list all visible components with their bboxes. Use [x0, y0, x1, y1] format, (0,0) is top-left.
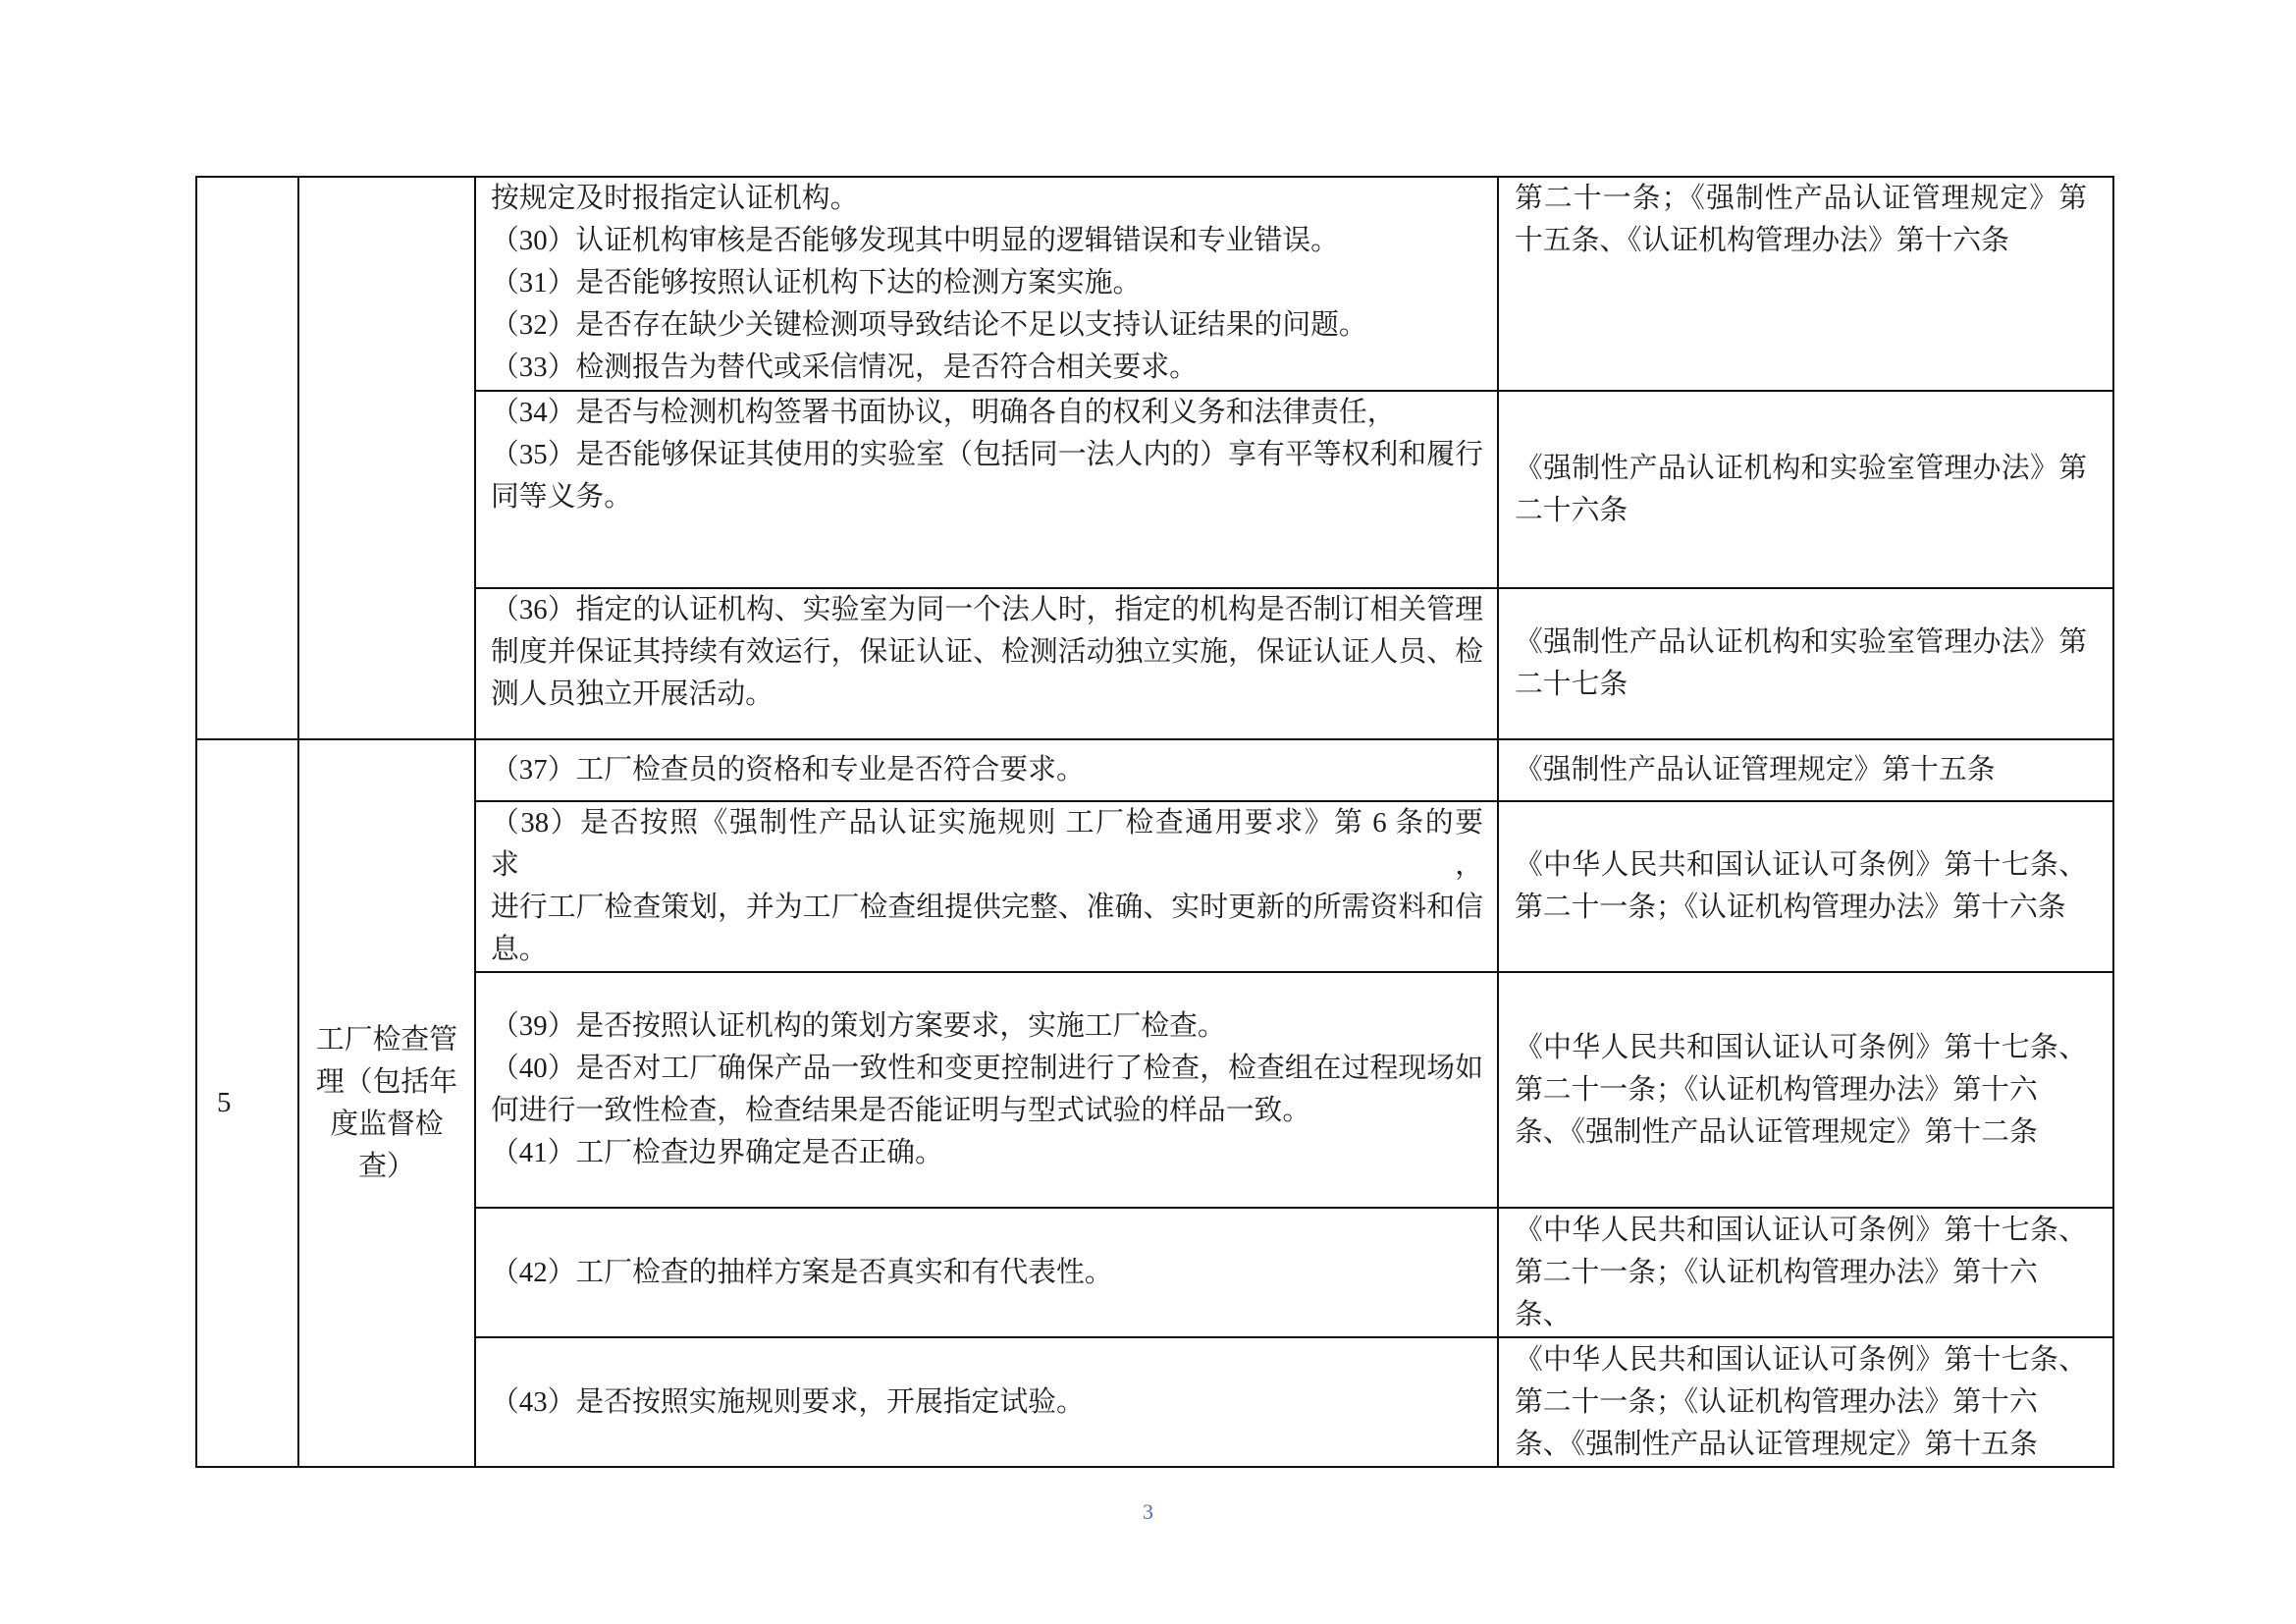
- table-row: [196, 801, 2113, 972]
- legal-basis-line: 条、《强制性产品认证管理规定》第十二条: [1515, 1115, 2038, 1148]
- legal-basis-line: 十五条、《认证机构管理办法》第十六条: [1515, 225, 2009, 256]
- requirement-line: （41）工厂检查边界确定是否正确。: [491, 1137, 943, 1168]
- requirement-cell: [475, 1208, 1498, 1337]
- legal-basis-line: 二十七条: [1515, 669, 1629, 700]
- legal-basis-cell: [1498, 972, 2113, 1208]
- requirement-line: 进行工厂检查策划，并为工厂检查组提供完整、准确、实时更新的所需资料和信: [491, 892, 1483, 923]
- requirement-line: 按规定及时报指定认证机构。: [491, 183, 859, 214]
- legal-basis-cell: [1498, 739, 2113, 801]
- requirement-cell: [475, 972, 1498, 1208]
- legal-basis-line: 《中华人民共和国认证认可条例》第十七条、: [1515, 849, 2087, 881]
- requirement-line: （39）是否按照认证机构的策划方案要求，实施工厂检查。: [491, 1010, 1226, 1042]
- requirement-line: （43）是否按照实施规则要求，开展指定试验。: [491, 1385, 1085, 1418]
- table-row: [196, 972, 2113, 1208]
- requirement-line: （30）认证机构审核是否能够发现其中明显的逻辑错误和专业错误。: [491, 225, 1339, 256]
- inspection-requirements-table: [195, 176, 2114, 1468]
- requirement-line: 制度并保证其持续有效运行，保证认证、检测活动独立实施，保证认证人员、检: [491, 636, 1483, 668]
- legal-basis-line: 《中华人民共和国认证认可条例》第十七条、: [1515, 1214, 2087, 1246]
- requirement-line: （31）是否能够按照认证机构下达的检测方案实施。: [491, 267, 1142, 298]
- legal-basis-line: 《强制性产品认证机构和实验室管理办法》第: [1515, 626, 2087, 658]
- requirement-line: （38）是否按照《强制性产品认证实施规则 工厂检查通用要求》第 6 条的要求，: [491, 807, 1483, 881]
- table-row: [196, 177, 2113, 391]
- legal-basis-cell: [1498, 1208, 2113, 1337]
- requirement-line: （36）指定的认证机构、实验室为同一个法人时，指定的机构是否制订相关管理: [491, 594, 1483, 625]
- requirement-line: （35）是否能够保证其使用的实验室（包括同一法人内的）享有平等权利和履行: [491, 439, 1483, 470]
- legal-basis-cell: [1498, 588, 2113, 739]
- table-row: [196, 739, 2113, 801]
- legal-basis-line: 《中华人民共和国认证认可条例》第十七条、: [1515, 1343, 2087, 1376]
- legal-basis-line: 第二十一条；《认证机构管理办法》第十六: [1515, 1256, 2038, 1288]
- section-number-cell: [196, 177, 298, 739]
- section-item-cell: [298, 739, 475, 1467]
- legal-basis-line: 第二十一条；《强制性产品认证管理规定》第: [1515, 183, 2087, 214]
- legal-basis-cell: [1498, 391, 2113, 588]
- section-item-line: 度监督检: [330, 1108, 444, 1140]
- requirement-line: 息。: [491, 934, 548, 965]
- legal-basis-line: 条、《强制性产品认证管理规定》第十五条: [1515, 1428, 2038, 1460]
- legal-basis-line: 《强制性产品认证机构和实验室管理办法》第: [1515, 452, 2087, 484]
- legal-basis-line: 《中华人民共和国认证认可条例》第十七条、: [1515, 1031, 2087, 1063]
- legal-basis-line: 《强制性产品认证管理规定》第十五条: [1515, 754, 1996, 785]
- requirement-line: （33）检测报告为替代或采信情况，是否符合相关要求。: [491, 352, 1198, 383]
- legal-basis-line: 条、: [1515, 1298, 1572, 1330]
- requirement-line: （40）是否对工厂确保产品一致性和变更控制进行了检查，检查组在过程现场如: [491, 1053, 1483, 1084]
- requirement-line: 同等义务。: [491, 481, 632, 513]
- table-row: [196, 391, 2113, 588]
- legal-basis-line: 第二十一条；《认证机构管理办法》第十六: [1515, 1385, 2038, 1418]
- section-item-line: 工厂检查管: [316, 1023, 457, 1056]
- legal-basis-line: 二十六条: [1515, 494, 1629, 526]
- requirement-cell: [475, 1337, 1498, 1467]
- requirement-cell: [475, 177, 1498, 391]
- section-number: 5: [217, 1087, 232, 1118]
- legal-basis-cell: [1498, 1337, 2113, 1467]
- legal-basis-cell: [1498, 801, 2113, 972]
- section-item-line: 查）: [358, 1150, 415, 1182]
- page-number: 3: [1143, 1499, 1153, 1524]
- table-row: [196, 1337, 2113, 1467]
- legal-basis-cell: [1498, 177, 2113, 391]
- requirement-cell: [475, 739, 1498, 801]
- requirement-cell: [475, 391, 1498, 588]
- table-row: [196, 588, 2113, 739]
- requirement-line: 测人员独立开展活动。: [491, 678, 774, 710]
- table-row: [196, 1208, 2113, 1337]
- requirement-line: （32）是否存在缺少关键检测项导致结论不足以支持认证结果的问题。: [491, 309, 1367, 341]
- requirement-line: （34）是否与检测机构签署书面协议，明确各自的权利义务和法律责任，: [491, 397, 1396, 428]
- requirement-line: （42）工厂检查的抽样方案是否真实和有代表性。: [491, 1256, 1113, 1288]
- section-number-cell: [196, 739, 298, 1467]
- legal-basis-line: 第二十一条；《认证机构管理办法》第十六条: [1515, 892, 2066, 923]
- requirement-cell: [475, 588, 1498, 739]
- requirement-line: （37）工厂检查员的资格和专业是否符合要求。: [491, 754, 1085, 785]
- section-item-line: 理（包括年: [316, 1065, 457, 1098]
- requirement-line: 何进行一致性检查，检查结果是否能证明与型式试验的样品一致。: [491, 1095, 1311, 1126]
- section-item-cell: [298, 177, 475, 739]
- legal-basis-line: 第二十一条；《认证机构管理办法》第十六: [1515, 1073, 2038, 1106]
- requirement-cell: [475, 801, 1498, 972]
